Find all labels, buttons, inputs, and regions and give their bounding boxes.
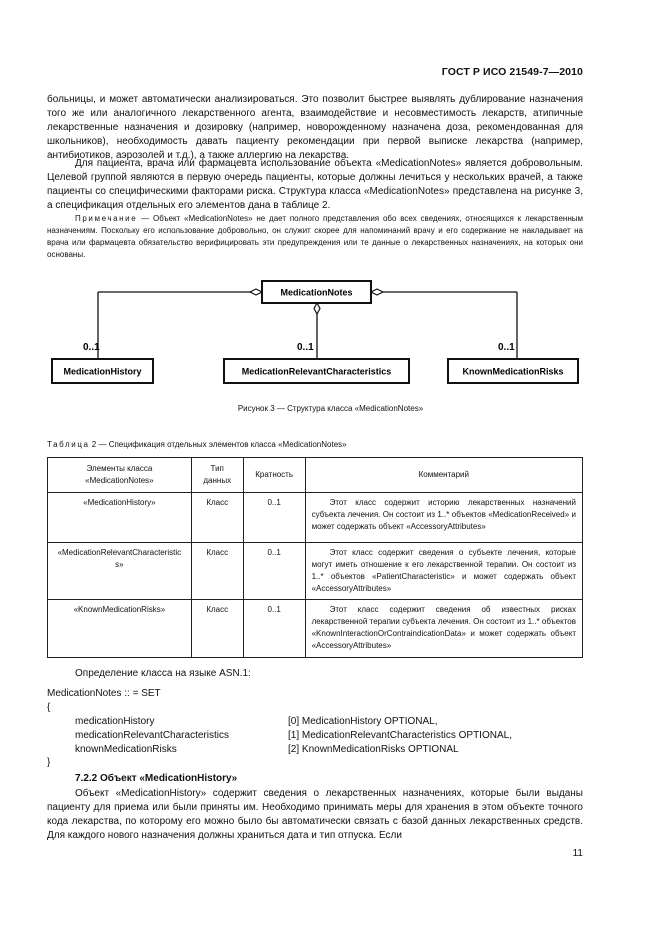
page-number: 11 (572, 848, 583, 859)
cell-type: Класс (191, 543, 243, 600)
class-structure-diagram (0, 270, 661, 400)
note-text: — Объект «MedicationNotes» не дает полного представления обо всех сведениях, относящихся к лекарственным назначениям. Поскольку его использование добровольно, он служит скорее для напоминаний врачу и его содержание не накладывает на врача или фармацевта обязательство верифицировать эти предупреждения или те данные о лекарственных назначениях, на которых они основаны. (47, 214, 583, 259)
asn-declaration: MedicationNotes :: = SET (47, 688, 161, 699)
table-title (47, 440, 347, 449)
asn-open-brace: { (47, 702, 51, 713)
figure-caption: Рисунок 3 — Структура класса «MedicationNotes» (237, 404, 424, 413)
paragraph-1: больницы, и может автоматически анализироваться. Это позволит быстрее выявлять дублирование назначения того же или аналогичного лекарственного агента, взаимодействие и несовместимость лекарств, атипичные лекарственные назначения и дозировку (например, новорожденному назначена доза, рекомендованная для школьников), необходимость давать пациенту рекомендации при первой выписке лекарства (например, антибиотиков, аэрозолей и т.д.), а также аллергию на лекарства. (47, 94, 583, 161)
box-label-history: MedicationHistory (63, 366, 142, 377)
standard-header: ГОСТ Р ИСО 21549-7—2010 (441, 66, 583, 78)
multiplicity-characteristics: 0..1 (297, 342, 314, 353)
table-row (48, 543, 583, 600)
asn-field-def: [1] MedicationRelevantCharacteristics OPTIONAL, (288, 730, 512, 741)
note-label: Примечание (75, 214, 138, 223)
section-heading: 7.2.2 Объект «MedicationHistory» (75, 773, 238, 784)
asn-field-def: [2] KnownMedicationRisks OPTIONAL (288, 744, 459, 755)
asn-close-brace: } (47, 757, 51, 768)
cell-multiplicity: 0..1 (243, 600, 305, 658)
multiplicity-history: 0..1 (83, 342, 100, 353)
aggregation-diamond-center (314, 303, 320, 314)
cell-comment: Этот класс содержит историю лекарственных назначений субъекта лечения. Он состоит из 1..* объектов «MedicationReceived» и может содержать объект «AccessoryAttributes» (305, 493, 582, 543)
header-type: Тип данных (191, 458, 243, 493)
paragraph-2: Для пациента, врача или фармацевта использование объекта «MedicationNotes» является добровольным. Целевой группой являются в первую очередь пациенты, которые должны лечиться у нескольких врачей, а также пациенты со специфическими факторами риска. Структура класса «MedicationNotes» представлена на рисунке 3, а спецификация отдельных его элементов дана в таблице 2. (47, 158, 583, 211)
asn-field-name: knownMedicationRisks (75, 744, 177, 755)
asn-intro: Определение класса на языке ASN.1: (75, 668, 251, 679)
table-title-text: 2 — Спецификация отдельных элементов класса «MedicationNotes» (89, 440, 347, 449)
table-row (48, 493, 583, 543)
section-paragraph: Объект «MedicationHistory» содержит сведения о лекарственных назначениях, которые были выданы пациенту для приема или были приняты им. Необходимо принимать меры для хранения в этом объекте точного кода лекарства, по которому его можно было бы автоматически связать с базой данных лекарственных средств. Для каждого нового назначения должны храниться дата и тип отпуска. Если (47, 788, 583, 841)
box-label-characteristics: MedicationRelevantCharacteristics (241, 366, 392, 377)
multiplicity-risks: 0..1 (498, 342, 515, 353)
cell-comment: Этот класс содержит сведения об известных рисках лекарственной терапии субъекта лечения. Он состоит из 1..* объектов «KnownInteractionOrContraindicationData» и может содержать объект «AccessoryAttributes» (305, 600, 582, 658)
specification-table (47, 457, 583, 658)
aggregation-diamond-left (250, 289, 262, 295)
header-multiplicity: Кратность (243, 458, 305, 493)
cell-element: «MedicationHistory» (48, 493, 192, 543)
cell-type: Класс (191, 600, 243, 658)
asn-field-name: medicationRelevantCharacteristics (75, 730, 229, 741)
table-label: Таблица (47, 440, 90, 449)
table-row (48, 600, 583, 658)
cell-comment: Этот класс содержит сведения о субъекте лечения, которые могут иметь отношение к его лекарственной терапии. Он состоит из 1..* объектов «PatientCharacteristic» и может содержать объект «AccessoryAttributes» (305, 543, 582, 600)
header-elements: Элементы класса «MedicationNotes» (48, 458, 192, 493)
cell-multiplicity: 0..1 (243, 493, 305, 543)
box-label-risks: KnownMedicationRisks (462, 366, 564, 377)
box-label-root: MedicationNotes (280, 287, 353, 298)
cell-element: «KnownMedicationRisks» (48, 600, 192, 658)
cell-element: «MedicationRelevantCharacteristics» (48, 543, 192, 600)
header-comment: Комментарий (305, 458, 582, 493)
asn-field-def: [0] MedicationHistory OPTIONAL, (288, 716, 438, 727)
cell-type: Класс (191, 493, 243, 543)
note-paragraph (47, 213, 583, 261)
aggregation-diamond-right (371, 289, 383, 295)
cell-multiplicity: 0..1 (243, 543, 305, 600)
asn-field-name: medicationHistory (75, 716, 155, 727)
table-header-row (48, 458, 583, 493)
